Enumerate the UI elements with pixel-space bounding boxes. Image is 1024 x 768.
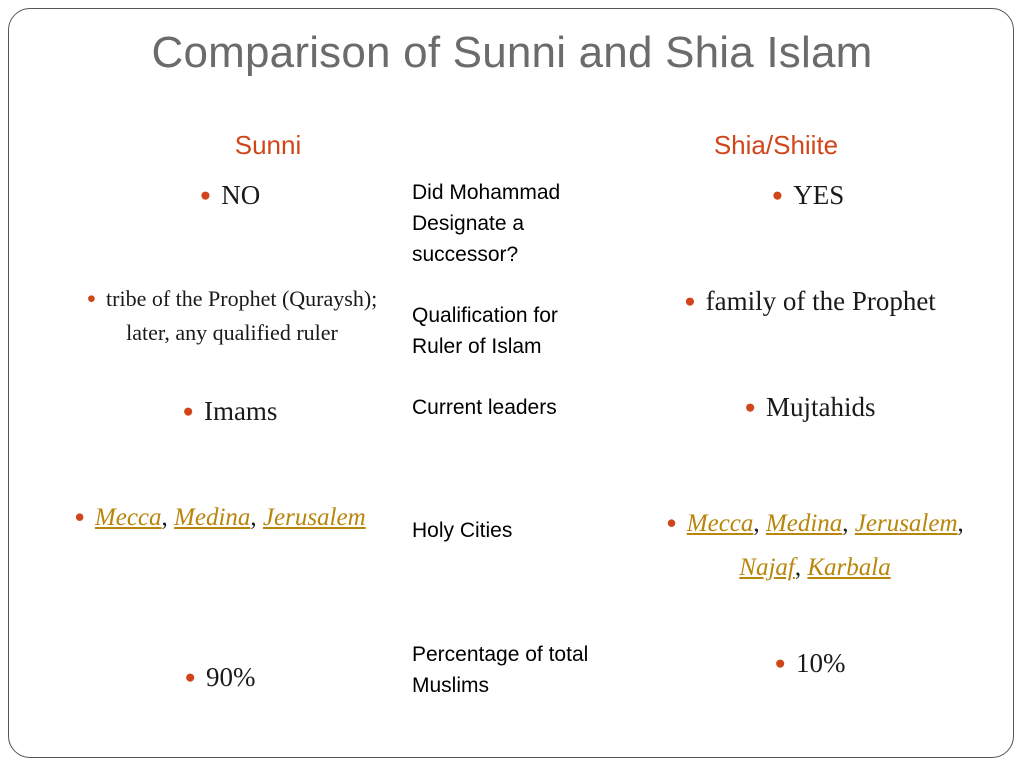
- bullet-icon: ●: [744, 396, 756, 418]
- column-header-shia: Shia/Shiite: [713, 130, 839, 160]
- bullet-icon: ●: [771, 184, 784, 206]
- question-percentage: Percentage of total Muslims: [412, 643, 589, 697]
- shia-percentage: ● 10%: [774, 648, 846, 678]
- bullet-icon: ●: [74, 505, 85, 526]
- bullet-icon: ●: [199, 184, 212, 206]
- bullet-icon: ●: [86, 290, 97, 308]
- link-mecca[interactable]: Mecca: [686, 510, 754, 538]
- shia-qualification: ● family of the Prophet: [684, 286, 936, 316]
- link-mecca[interactable]: Mecca: [94, 504, 162, 531]
- column-header-sunni: Sunni: [234, 130, 302, 160]
- bullet-icon: ●: [774, 652, 786, 674]
- bullet-icon: ●: [684, 290, 696, 312]
- link-najaf[interactable]: Najaf: [739, 554, 795, 582]
- sunni-holy-cities: ● Mecca, Medina, Jerusalem: [74, 504, 366, 531]
- question-successor: Did Mohammad Designate a successor?: [412, 181, 561, 266]
- link-medina[interactable]: Medina: [765, 510, 843, 538]
- shia-leaders: ● Mujtahids: [744, 392, 876, 422]
- question-qualification: Qualification for Ruler of Islam: [412, 304, 558, 358]
- link-jerusalem[interactable]: Jerusalem: [854, 510, 958, 538]
- question-leaders: Current leaders: [412, 396, 557, 419]
- sunni-leaders: ● Imams: [182, 396, 278, 426]
- shia-holy-cities: ● Mecca, Medina, Jerusalem, Najaf, Karbala: [666, 510, 964, 582]
- bullet-icon: ●: [666, 512, 677, 532]
- link-karbala[interactable]: Karbala: [807, 554, 891, 582]
- sunni-qualification: ● tribe of the Prophet (Quraysh); later, any qualified ruler: [86, 286, 378, 346]
- sunni-percentage: ● 90%: [184, 662, 256, 692]
- sunni-successor: ● NO: [199, 180, 261, 210]
- bullet-icon: ●: [182, 400, 194, 422]
- link-jerusalem[interactable]: Jerusalem: [262, 504, 366, 531]
- link-medina[interactable]: Medina: [174, 504, 251, 531]
- question-holy-cities: Holy Cities: [412, 519, 513, 542]
- shia-successor: ● YES: [771, 180, 845, 210]
- bullet-icon: ●: [184, 666, 196, 688]
- slide-title: Comparison of Sunni and Shia Islam: [151, 28, 873, 77]
